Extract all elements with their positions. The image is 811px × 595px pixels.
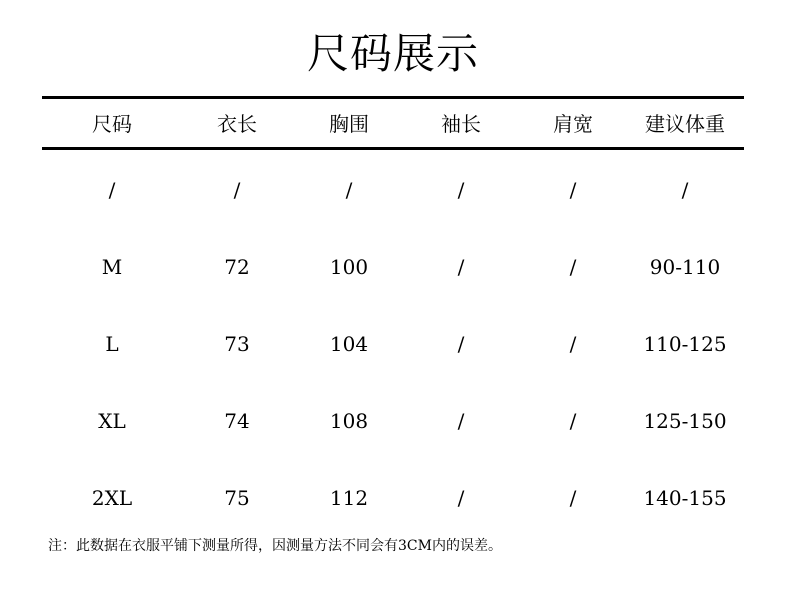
cell-sleeve: / <box>457 178 465 202</box>
cell-weight: 110-125 <box>643 332 727 356</box>
cell-size: / <box>108 178 116 202</box>
table-header-row <box>0 104 811 144</box>
header-shoulder: 肩宽 <box>553 112 593 136</box>
cell-length: 74 <box>224 409 250 433</box>
page-title: 尺码展示 <box>306 29 479 78</box>
cell-weight: 125-150 <box>643 409 727 433</box>
cell-length: / <box>233 178 241 202</box>
cell-sleeve: / <box>457 409 465 433</box>
cell-weight: 90-110 <box>649 255 721 279</box>
cell-chest: 104 <box>329 332 369 356</box>
cell-chest: 108 <box>329 409 369 433</box>
header-length: 衣长 <box>217 112 257 136</box>
cell-sleeve: / <box>457 255 465 279</box>
cell-shoulder: / <box>569 255 577 279</box>
cell-sleeve: / <box>457 332 465 356</box>
cell-weight: / <box>681 178 689 202</box>
table-header-rule <box>42 147 744 150</box>
cell-weight: 140-155 <box>643 486 727 510</box>
cell-size: XL <box>98 409 126 433</box>
header-chest: 胸围 <box>329 112 369 136</box>
table-top-rule <box>42 96 744 99</box>
cell-shoulder: / <box>569 178 577 202</box>
cell-chest: 112 <box>329 486 369 510</box>
cell-size: M <box>101 255 123 279</box>
cell-length: 73 <box>224 332 250 356</box>
cell-chest: / <box>345 178 353 202</box>
table-row <box>0 478 811 518</box>
cell-sleeve: / <box>457 486 465 510</box>
cell-size: L <box>105 332 119 356</box>
table-row <box>0 170 811 210</box>
table-row <box>0 401 811 441</box>
cell-chest: 100 <box>329 255 369 279</box>
cell-shoulder: / <box>569 332 577 356</box>
cell-size: 2XL <box>91 486 133 510</box>
cell-length: 72 <box>224 255 250 279</box>
header-weight: 建议体重 <box>645 112 725 136</box>
table-row <box>0 324 811 364</box>
measurement-note: 注：此数据在衣服平铺下测量所得，因测量方法不同会有3CM内的误差。 <box>48 538 502 554</box>
header-size: 尺码 <box>92 112 132 136</box>
cell-shoulder: / <box>569 486 577 510</box>
cell-length: 75 <box>224 486 250 510</box>
table-row <box>0 247 811 287</box>
cell-shoulder: / <box>569 409 577 433</box>
header-sleeve: 袖长 <box>441 112 481 136</box>
